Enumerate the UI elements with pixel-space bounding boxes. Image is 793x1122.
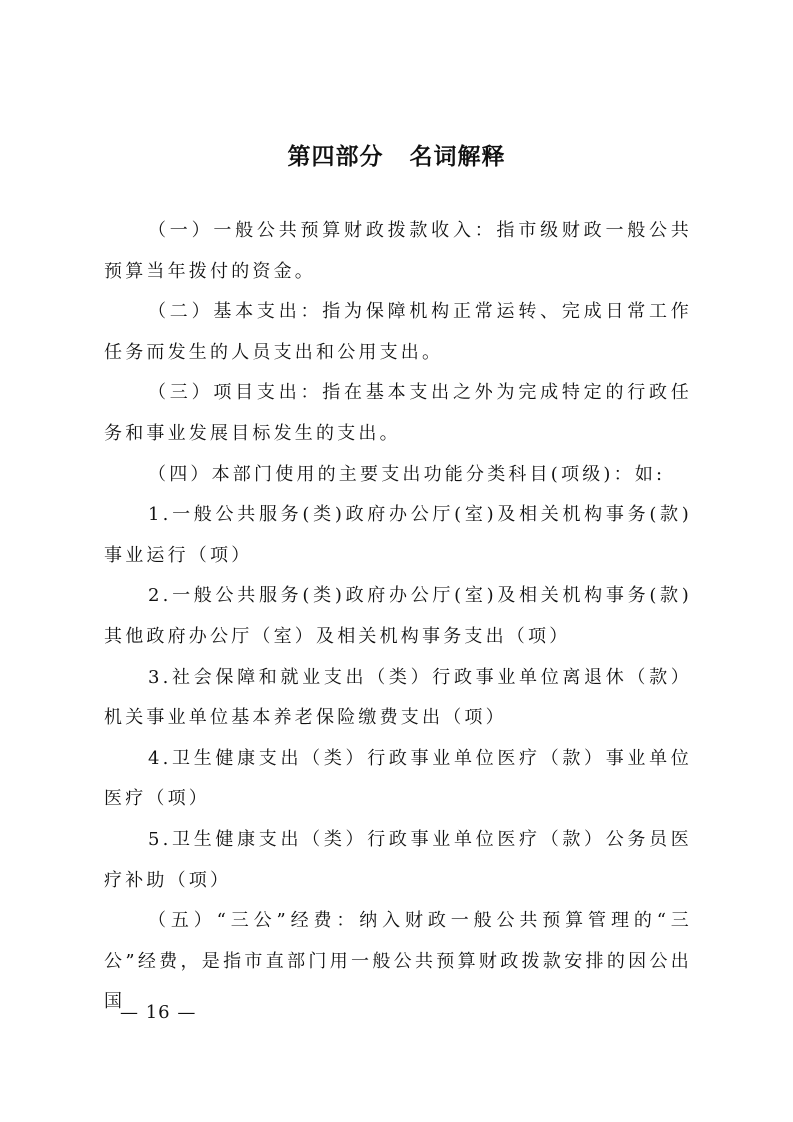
list-item-5: 5.卫生健康支出（类）行政事业单位医疗（款）公务员医疗补助（项）: [104, 828, 692, 891]
document-body: [104, 211, 692, 1023]
definition-paragraph-5: （五）“三公”经费：纳入财政一般公共预算管理的“三公”经费，是指市直部门用一般公共预算财政拨款安排的因公出国: [104, 910, 692, 1013]
list-item-1: 1.一般公共服务(类)政府办公厅(室)及相关机构事务(款)事业运行（项）: [104, 504, 692, 566]
page-number: — 16 —: [120, 1002, 197, 1023]
page-title: [0, 138, 793, 171]
definition-paragraph-3: （三）项目支出：指在基本支出之外为完成特定的行政任务和事业发展目标发生的支出。: [104, 382, 692, 444]
definition-paragraph-2: （二）基本支出：指为保障机构正常运转、完成日常工作任务而发生的人员支出和公用支出。: [104, 301, 692, 363]
title-name: 名词解释: [409, 144, 506, 170]
list-item-3: 3.社会保障和就业支出（类）行政事业单位离退休（款）机关事业单位基本养老保险缴费支出（项）: [104, 666, 692, 729]
list-item-4: 4.卫生健康支出（类）行政事业单位医疗（款）事业单位医疗（项）: [104, 747, 692, 810]
title-part: 第四部分: [287, 144, 384, 170]
list-item-2: 2.一般公共服务(类)政府办公厅(室)及相关机构事务(款)其他政府办公厅（室）及相关机构事务支出（项）: [104, 585, 692, 647]
definition-paragraph-4: （四）本部门使用的主要支出功能分类科目(项级)：如:: [148, 463, 666, 485]
definition-paragraph-1: （一）一般公共预算财政拨款收入：指市级财政一般公共预算当年拨付的资金。: [104, 220, 692, 282]
